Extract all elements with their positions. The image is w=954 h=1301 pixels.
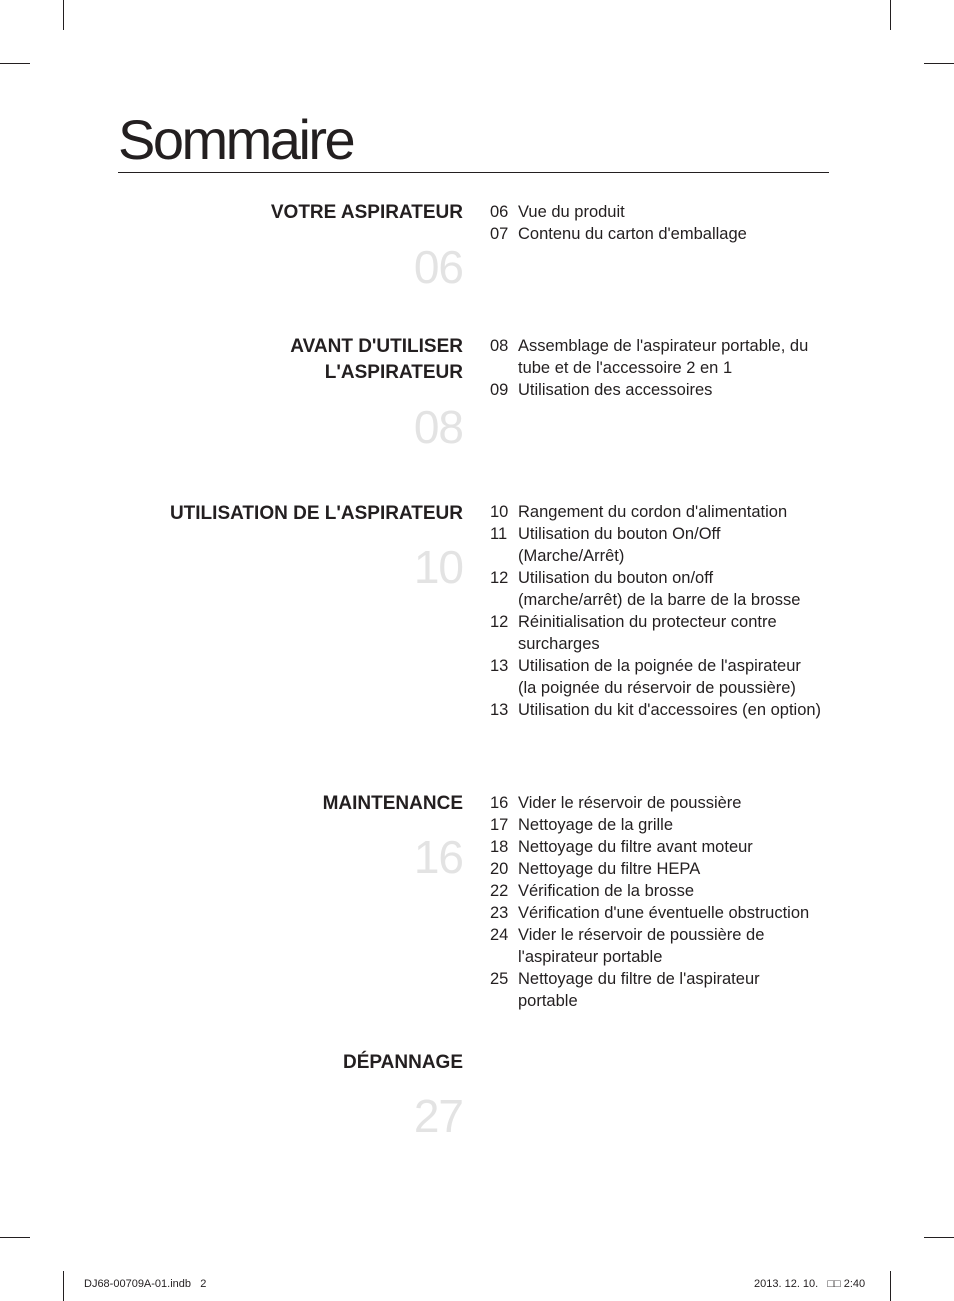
toc-item-text: Utilisation des accessoires <box>518 381 713 399</box>
toc-item-text: Utilisation du bouton on/off (marche/arrêt) de la barre de la brosse <box>518 569 801 609</box>
toc-item[interactable] <box>490 567 840 611</box>
toc-item-page: 11 <box>490 525 508 543</box>
section-page-number: 16 <box>413 831 463 883</box>
section-page-number: 10 <box>413 541 463 593</box>
page-title: Sommaire <box>118 108 354 171</box>
footer-file-info: DJ68-00709A-01.indb 2 <box>84 1278 207 1290</box>
toc-item[interactable] <box>490 880 840 902</box>
toc-item-page: 07 <box>490 225 509 243</box>
toc-item-list <box>490 501 840 721</box>
toc-item-list <box>490 335 830 401</box>
toc-item-page: 22 <box>490 882 509 900</box>
crop-mark <box>0 1237 30 1238</box>
toc-item[interactable] <box>490 902 840 924</box>
toc-item[interactable] <box>490 699 840 721</box>
toc-item[interactable] <box>490 523 840 567</box>
toc-item-text: Nettoyage du filtre HEPA <box>518 860 701 878</box>
toc-item-text: Nettoyage du filtre de l'aspirateur portable <box>518 970 760 1010</box>
toc-item-list <box>490 201 850 245</box>
crop-mark <box>0 63 30 64</box>
toc-item-text: Vérification d'une éventuelle obstruction <box>518 904 810 922</box>
toc-item-text: Assemblage de l'aspirateur portable, du tube et de l'accessoire 2 en 1 <box>518 337 809 377</box>
toc-item-text: Vue du produit <box>518 203 625 221</box>
toc-item[interactable] <box>490 792 840 814</box>
toc-item[interactable] <box>490 968 840 1012</box>
toc-item-text: Utilisation de la poignée de l'aspirateur (la poignée du réservoir de poussière) <box>518 657 801 697</box>
toc-item-page: 09 <box>490 381 509 399</box>
toc-item-page: 13 <box>490 701 509 719</box>
toc-item[interactable] <box>490 201 850 223</box>
crop-mark <box>924 63 954 64</box>
section-page-number: 08 <box>413 401 463 453</box>
section-heading[interactable]: DÉPANNAGE <box>343 1052 463 1073</box>
toc-item-text: Utilisation du bouton On/Off (Marche/Arrêt) <box>518 525 721 565</box>
toc-item[interactable] <box>490 814 840 836</box>
toc-item-page: 13 <box>490 657 509 675</box>
toc-item[interactable] <box>490 611 840 655</box>
section-heading[interactable]: UTILISATION DE L'ASPIRATEUR <box>169 503 463 524</box>
section-heading[interactable]: VOTRE ASPIRATEUR <box>270 202 463 223</box>
toc-item-text: Nettoyage du filtre avant moteur <box>518 838 753 856</box>
section-page-number: 27 <box>413 1090 463 1142</box>
section-heading[interactable]: MAINTENANCE <box>322 793 463 814</box>
toc-item-page: 12 <box>490 613 509 631</box>
section-heading[interactable]: AVANT D'UTILISER L'ASPIRATEUR <box>290 336 463 383</box>
toc-item-text: Vider le réservoir de poussière de l'aspirateur portable <box>518 926 765 966</box>
toc-item-page: 20 <box>490 860 509 878</box>
toc-item-page: 06 <box>490 203 509 221</box>
toc-item-text: Rangement du cordon d'alimentation <box>518 503 788 521</box>
crop-mark <box>63 1271 64 1301</box>
toc-item-text: Vérification de la brosse <box>518 882 695 900</box>
crop-mark <box>890 1271 891 1301</box>
toc-item-page: 08 <box>490 337 509 355</box>
toc-item-page: 24 <box>490 926 509 944</box>
toc-item[interactable] <box>490 223 850 245</box>
section-page-number: 06 <box>413 241 463 293</box>
toc-item-text: Utilisation du kit d'accessoires (en option) <box>518 701 822 719</box>
toc-item-text: Réinitialisation du protecteur contre surcharges <box>518 613 777 653</box>
footer-timestamp: 2013. 12. 10. □□ 2:40 <box>754 1278 866 1290</box>
toc-item-page: 17 <box>490 816 509 834</box>
toc-item[interactable] <box>490 858 840 880</box>
toc-item-page: 18 <box>490 838 509 856</box>
toc-item[interactable] <box>490 836 840 858</box>
toc-item-page: 23 <box>490 904 509 922</box>
toc-item-text: Vider le réservoir de poussière <box>518 794 742 812</box>
toc-item-page: 10 <box>490 503 509 521</box>
toc-item-text: Contenu du carton d'emballage <box>518 225 747 243</box>
crop-mark <box>924 1237 954 1238</box>
toc-item-list <box>490 792 840 1012</box>
crop-mark <box>890 0 891 30</box>
toc-item[interactable] <box>490 501 840 523</box>
toc-item[interactable] <box>490 924 840 968</box>
title-divider <box>118 172 829 173</box>
toc-item[interactable] <box>490 379 830 401</box>
toc-item[interactable] <box>490 655 840 699</box>
toc-item-text: Nettoyage de la grille <box>518 816 674 834</box>
toc-item[interactable] <box>490 335 830 379</box>
toc-item-page: 12 <box>490 569 509 587</box>
toc-item-page: 16 <box>490 794 509 812</box>
toc-item-page: 25 <box>490 970 509 988</box>
crop-mark <box>63 0 64 30</box>
